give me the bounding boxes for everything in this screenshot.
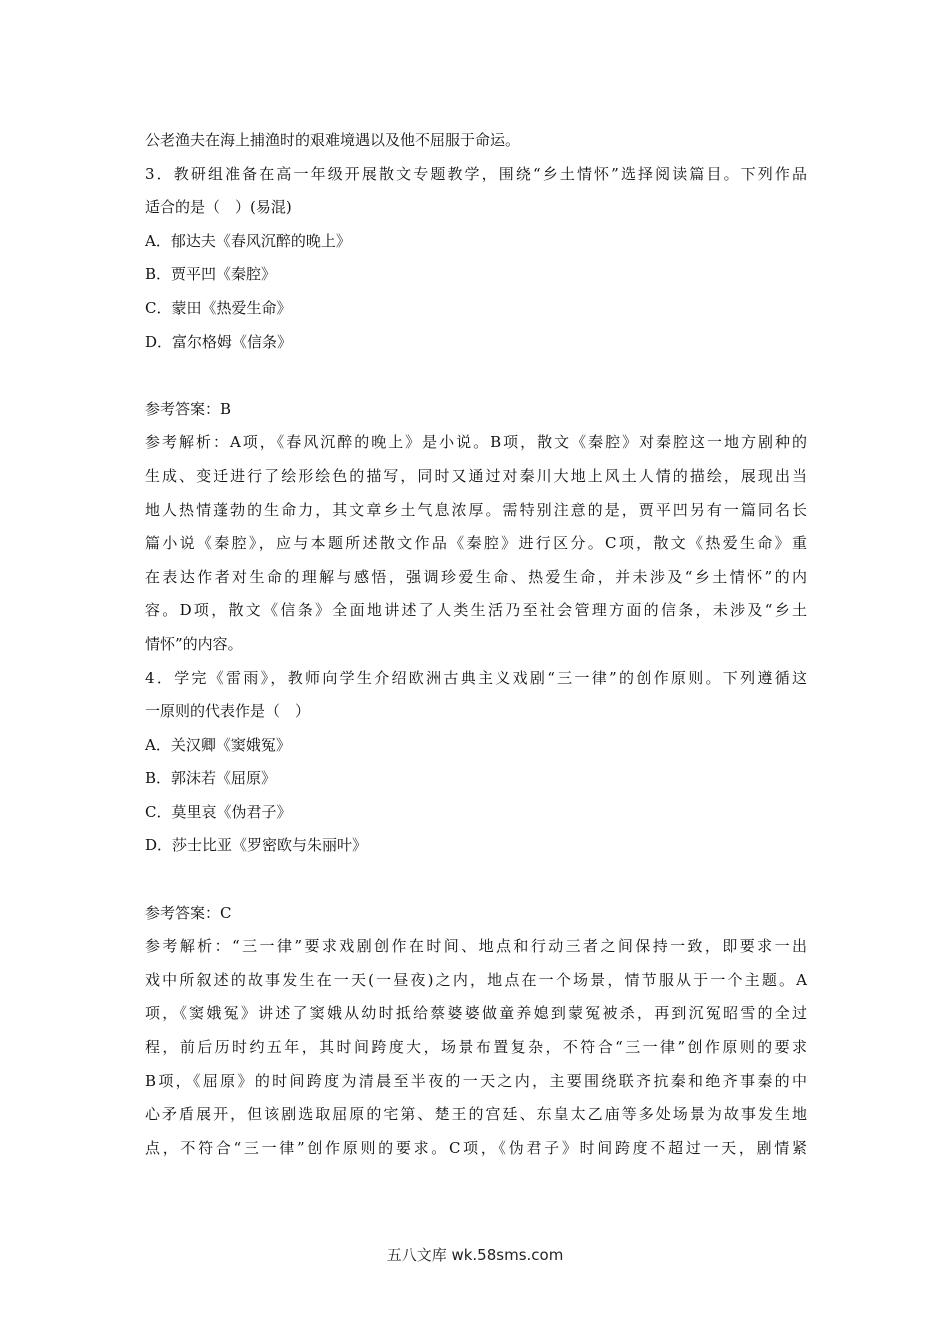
question-3-option-c: C．蒙田《热爱生命》: [145, 298, 292, 317]
question-3-stem-end: 适合的是（ ）(易混): [145, 198, 292, 217]
question-4-option-a: A．关汉卿《窦娥冤》: [145, 735, 291, 754]
question-4-analysis-line: 心矛盾展开，但该剧选取屈原的宅第、楚王的宫廷、东皇太乙庙等多处场景为故事发生地: [145, 1105, 807, 1124]
question-4-option-d: D．莎士比亚《罗密欧与朱丽叶》: [145, 836, 368, 855]
question-3-analysis-line: 地人热情蓬勃的生命力，其文章乡土气息浓厚。需特别注意的是，贾平凹另有一篇同名长: [145, 500, 807, 519]
question-3-option-a: A．郁达夫《春风沉醉的晚上》: [145, 231, 351, 250]
question-4-answer: 参考答案：C: [145, 903, 232, 922]
question-3-option-b: B．贾平凹《秦腔》: [145, 265, 277, 284]
question-4-analysis-line: 项，《窦娥冤》讲述了窦娥从幼时抵给蔡婆婆做童养媳到蒙冤被杀，再到沉冤昭雪的全过: [145, 1004, 807, 1023]
question-3-stem: 3．教研组准备在高一年级开展散文专题教学，围绕“乡土情怀”选择阅读篇目。下列作品: [145, 164, 807, 183]
question-4-analysis-line: 程，前后历时约五年，其时间跨度大，场景布置复杂，不符合“三一律”创作原则的要求: [145, 1038, 807, 1057]
blank-line: [145, 863, 807, 897]
question-3-option-d: D．富尔格姆《信条》: [145, 332, 293, 351]
page-footer: 五八文库 wk.58sms.com: [386, 1246, 564, 1264]
question-4-option-c: C．莫里哀《伪君子》: [145, 802, 292, 821]
question-4-option-b: B．郭沫若《屈原》: [145, 769, 277, 788]
question-4-stem: 4．学完《雷雨》，教师向学生介绍欧洲古典主义戏剧“三一律”的创作原则。下列遵循这: [145, 668, 807, 687]
question-3-analysis-line: 生成、变迁进行了绘形绘色的描写，同时又通过对秦川大地上风土人情的描绘，展现出当: [145, 466, 807, 485]
question-3-analysis-line: 参考解析：A项，《春风沉醉的晚上》是小说。B项，散文《秦腔》对秦腔这一地方剧种的: [145, 433, 807, 452]
question-4-stem-end: 一原则的代表作是（ ）: [145, 702, 311, 721]
question-3-answer: 参考答案：B: [145, 399, 232, 418]
text-line: 公老渔夫在海上捕渔时的艰难境遇以及他不屈服于命运。: [145, 131, 521, 149]
document-body: [145, 124, 807, 1165]
question-4-analysis-line: 点，不符合“三一律”创作原则的要求。C项，《伪君子》时间跨度不超过一天，剧情紧: [145, 1138, 807, 1157]
question-3-analysis-line: 容。D项，散文《信条》全面地讲述了人类生活乃至社会管理方面的信条，未涉及“乡土: [145, 601, 807, 620]
blank-line: [145, 359, 807, 393]
question-4-analysis-line: 戏中所叙述的故事发生在一天(一昼夜)之内，地点在一个场景，情节服从于一个主题。A: [145, 970, 807, 989]
question-3-analysis-line: 情怀”的内容。: [145, 634, 243, 653]
question-4-analysis-line: 参考解析：“三一律”要求戏剧创作在时间、地点和行动三者之间保持一致，即要求一出: [145, 937, 807, 956]
question-3-analysis-line: 在表达作者对生命的理解与感悟，强调珍爱生命、热爱生命，并未涉及“乡土情怀”的内: [145, 567, 807, 586]
question-3-analysis-line: 篇小说《秦腔》，应与本题所述散文作品《秦腔》进行区分。C项，散文《热爱生命》重: [145, 534, 807, 553]
question-4-analysis-line: B项，《屈原》的时间跨度为清晨至半夜的一天之内，主要围绕联齐抗秦和绝齐事秦的中: [145, 1071, 807, 1090]
